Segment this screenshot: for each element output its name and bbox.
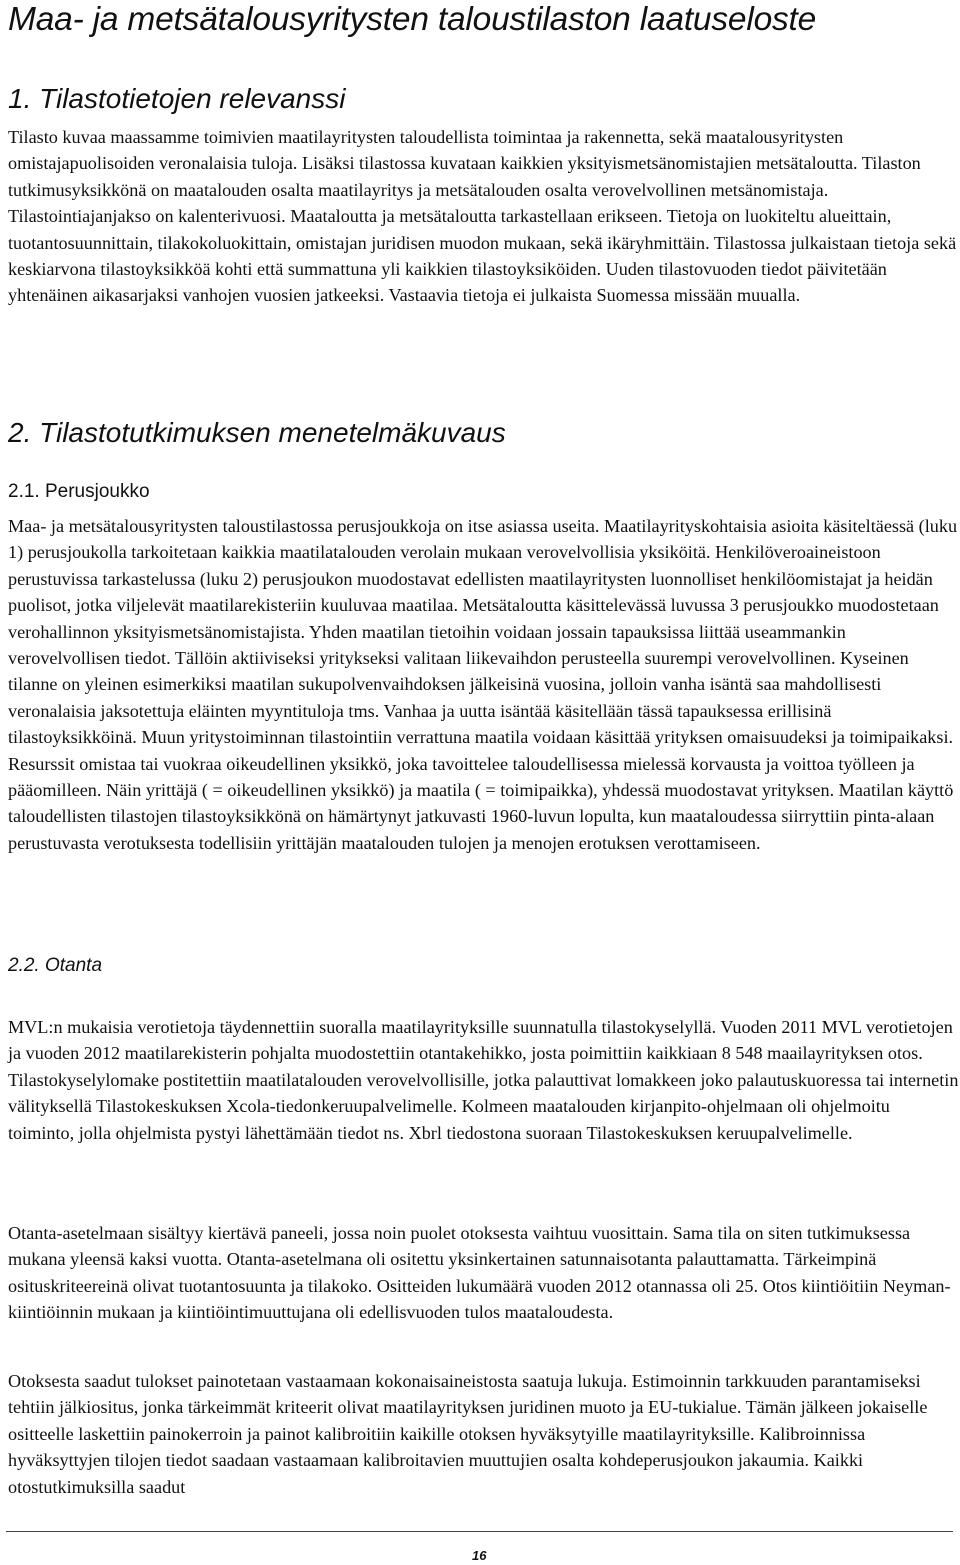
paragraph-relevance: Tilasto kuvaa maassamme toimivien maatilayritysten taloudellista toimintaa ja rakennetta, sekä maatalousyritysten omistajapuolisoiden veronalaisia tuloja. Lisäksi tilastossa kuvataan kaikkien yksityismetsänomistajien metsätaloutta. Tilaston tutkimusyksikkönä on maatalouden osalta maatilayritys ja metsätalouden osalta verovelvollinen metsänomistaja. Tilastointiajanjakso on kalenterivuosi. Maataloutta ja metsätaloutta tarkastellaan erikseen. Tietoja on luokiteltu alueittain, tuotantosuunnittain, tilakokoluokittain, omistajan juridisen muodon mukaan, sekä ikäryhmittäin. Tilastossa julkaistaan tietoja sekä keskiarvona tilastoyksikköä kohti että summattuna yli kaikkien tilastoyksiköiden. Uuden tilastovuoden tiedot päivitetään yhtenäinen aikasarjaksi vanhojen vuosien jatkeeksi. Vastaavia tietoja ei julkaista Suomessa missään muualla. [8,127,957,306]
subsection-heading-sample: 2.2. Otanta [8,955,103,976]
section-heading-relevance: 1. Tilastotietojen relevanssi [8,83,346,114]
footer-divider [6,1531,953,1532]
subsection-heading-population: 2.1. Perusjoukko [8,481,150,502]
paragraph-population: Maa- ja metsätalousyritysten taloustilastossa perusjoukkoja on itse asiassa useita. Maatilayrityskohtaisia asioita käsiteltäessä (luku 1) perusjoukolla tarkoitetaan kaikkia maatilatalouden verolain mukaan verovelvollisia yksiköitä. Henkilöveroaineistoon perustuvissa tarkastelussa (luku 2) perusjoukon muodostavat edellisten maatilayritysten luonnolliset henkilöomistajat ja heidän puolisot, jotka viljelevät maatilarekisteriin kuuluvaa maatilaa. Metsätaloutta käsittelevässä luvussa 3 perusjoukko muodostetaan verohallinnon yksityismetsänomistajista. Yhden maatilan tietoihin voidaan jossain tapauksissa liittää useammankin verovelvollisen tiedot. Tällöin aktiiviseksi yritykseksi valitaan liikevaihdon perusteella suurempi verovelvollinen. Kyseinen tilanne on yleinen esimerkiksi maatilan sukupolvenvaihdoksen jälkeisinä vuosina, jolloin vanha isäntä saa mahdollisesti veronalaisia jaksotettuja eläinten myyntituloja tms. Vanhaa ja uutta isäntää käsitellään tässä tapauksessa erillisinä tilastoyksikköinä. Muun yritystoiminnan tilastointiin verrattuna maatila voidaan käsittää yrityksen omaisuudeksi ja toimipaikaksi. Resurssit omistaa tai vuokraa oikeudellinen yksikkö, joka tavoittelee taloudellisessa mielessä korvausta ja voittoa työlleen ja pääomilleen. Näin yrittäjä ( = oikeudellinen yksikkö) ja maatila ( = toimipaikka), yhdessä muodostavat yrityksen. Maatilan käyttö taloudellisten tilastojen tilastoyksikkönä on hämärtynyt jatkuvasti 1960-luvun lopulta, kun maataloudessa siirryttiin pinta-alaan perustuvasta verotuksesta todellisiin yrittäjän maatalouden tulojen ja menojen erotuksen verottamiseen. [8,516,958,853]
paragraph-sample-1: MVL:n mukaisia verotietoja täydennettiin suoralla maatilayrityksille suunnatulla tilastokyselyllä. Vuoden 2011 MVL verotietojen ja vuoden 2012 maatilarekisterin pohjalta muodostettiin otantakehikko, josta poimittiin kaikkiaan 8 548 maailayrityksen otos. Tilastokyselylomake postitettiin maatilatalouden verovelvollisille, jotka palauttivat lomakkeen joko palautuskuoressa tai internetin välityksellä Tilastokeskuksen Xcola-tiedonkeruupalvelimelle. Kolmeen maatalouden kirjanpito-ohjelmaan oli ohjelmoitu toiminto, jolla ohjelmista pystyi lähettämään tiedot ns. Xbrl tiedostona suoraan Tilastokeskuksen keruupalvelimelle. [8,1017,959,1143]
page-number: 16 [472,1548,487,1563]
section-heading-methods: 2. Tilastotutkimuksen menetelmäkuvaus [8,417,506,448]
document-title: Maa- ja metsätalousyritysten taloustilaston laatuseloste [8,1,817,38]
paragraph-sample-3: Otoksesta saadut tulokset painotetaan vastaamaan kokonaisaineistosta saatuja lukuja. Estimoinnin tarkkuuden parantamiseksi tehtiin jälkiositus, jonka tärkeimmät kriteerit olivat maatilayrityksen juridinen muoto ja EU-tukialue. Tämän jälkeen jokaiselle ositteelle laskettiin painokerroin ja painot kalibroitiin kaikille otoksen hyväksytyille maatilayrityksille. Kalibroinnissa hyväksyttyjen tilojen tiedot saadaan vastaamaan kalibroitavien muuttujien osalta kohdeperusjoukon jakaumia. Kaikki otostutkimuksilla saadut [8,1371,928,1497]
paragraph-sample-2: Otanta-asetelmaan sisältyy kiertävä paneeli, jossa noin puolet otoksesta vaihtuu vuosittain. Sama tila on siten tutkimuksessa mukana yleensä kaksi vuotta. Otanta-asetelmana oli ositettu yksinkertainen satunnaisotanta palauttamatta. Tärkeimpinä osituskriteereinä olivat tuotantosuunta ja tilakoko. Ositteiden lukumäärä vuoden 2012 otannassa oli 25. Otos kiintiöitiin Neyman-kiintiöinnin mukaan ja kiintiöintimuuttujana oli edellisvuoden tulos maataloudesta. [8,1223,951,1323]
